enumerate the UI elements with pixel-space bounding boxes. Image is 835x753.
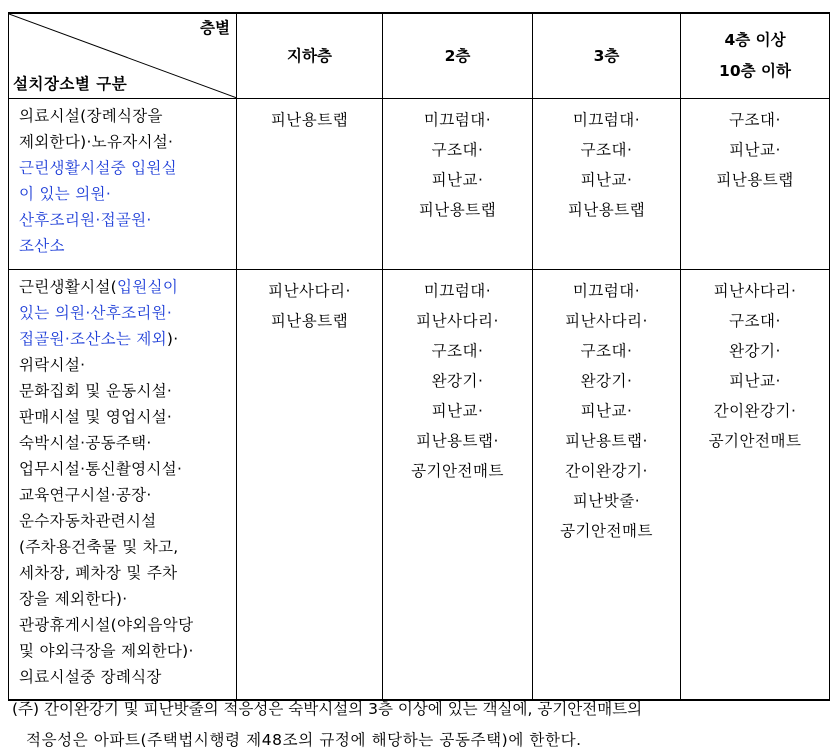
row2-cat-line: 문화집회 및 운동시설· (19, 382, 173, 400)
row2-cat-line: 숙박시설·공동주택· (19, 434, 152, 452)
row2-cat-segment: 접골원·조산소는 제외 (19, 330, 167, 348)
row1-cat-line: 조산소 (19, 237, 65, 255)
equipment-item: 피난용트랩 (716, 171, 794, 189)
row2-floor3 (533, 270, 681, 700)
equipment-item: 간이완강기· (565, 462, 648, 480)
row2-cat-line: 장을 제외한다)· (19, 590, 128, 608)
equipment-item: 구조대· (580, 342, 633, 360)
equipment-item: 피난사다리· (416, 312, 499, 330)
row2-cat-line: 판매시설 및 영업시설· (19, 408, 173, 426)
equipment-item: 완강기· (729, 342, 781, 360)
evacuation-equipment-table (8, 12, 830, 701)
col-header-floor2: 2층 (383, 13, 533, 99)
row2-category (9, 270, 237, 700)
row2-cat-line (19, 326, 236, 352)
equipment-item: 피난교· (729, 372, 781, 390)
equipment-item: 공기안전매트 (411, 462, 504, 480)
row1-cat-line: 근린생활시설중 입원실 (19, 159, 177, 177)
equipment-item: 구조대· (729, 111, 781, 129)
equipment-item: 피난교· (729, 141, 781, 159)
row2-cat-line: 위락시설· (19, 356, 86, 374)
row1-basement (237, 99, 383, 270)
row2-cat-line: (주차용건축물 및 차고, (19, 538, 179, 556)
equipment-item: 피난용트랩 (270, 111, 349, 129)
row2-floor4-10 (681, 270, 830, 700)
row2-cat-line: 교육연구시설·공장· (19, 486, 152, 504)
equipment-item: 피난사다리· (713, 282, 797, 300)
equipment-item: 완강기· (431, 372, 484, 390)
equipment-item: 피난용트랩 (418, 201, 497, 219)
row2-cat-segment: 근린생활시설( (19, 278, 117, 296)
equipment-item: 구조대· (580, 141, 633, 159)
row2-cat-segment: 입원실이 (117, 278, 179, 296)
row2-cat-line: 의료시설중 장례식장 (19, 668, 162, 686)
footnote-line-1: (주) 간이완강기 및 피난밧줄의 적응성은 숙박시설의 3층 이상에 있는 객실에, 공기안전매트의 (12, 700, 643, 718)
row2-cat-line: 세차장, 폐차장 및 주차 (19, 564, 178, 582)
equipment-item: 피난교· (580, 171, 633, 189)
row2-cat-segment: )· (166, 330, 179, 348)
row2-basement (237, 270, 383, 700)
equipment-item: 피난교· (431, 402, 484, 420)
row1-cat-line: 의료시설(장례식장을 (19, 107, 163, 125)
equipment-item: 피난사다리· (268, 282, 351, 300)
row1-floor2 (383, 99, 533, 270)
row1-cat-line: 제외한다)·노유자시설· (19, 133, 174, 151)
row1-category (9, 99, 237, 270)
floor-label: 층별 (200, 19, 230, 37)
col-header-floor4-line1: 4층 이상 (724, 31, 786, 49)
equipment-item: 피난용트랩 (567, 201, 646, 219)
row2-cat-line: 운수자동차관련시설 (19, 512, 157, 530)
equipment-item: 간이완강기· (713, 402, 797, 420)
footnote-line-2: 적응성은 아파트(주택법시행령 제48조의 규정에 해당하는 공동주택)에 한한다. (26, 731, 582, 749)
equipment-item: 구조대· (431, 141, 484, 159)
equipment-item: 피난교· (431, 171, 484, 189)
col-header-floor4-line2: 10층 이하 (719, 62, 791, 80)
col-header-floor3: 3층 (533, 13, 681, 99)
equipment-item: 구조대· (729, 312, 781, 330)
diagonal-header-cell (9, 13, 237, 99)
equipment-item: 피난용트랩 (270, 312, 349, 330)
row2-cat-line: 있는 의원·산후조리원· (19, 304, 173, 322)
row2-floor2 (383, 270, 533, 700)
equipment-item: 완강기· (580, 372, 633, 390)
row1-floor4-10 (681, 99, 830, 270)
equipment-item: 공기안전매트 (708, 432, 802, 450)
equipment-item: 공기안전매트 (560, 522, 653, 540)
col-header-basement: 지하층 (237, 13, 383, 99)
equipment-item: 미끄럼대· (572, 282, 641, 300)
equipment-item: 구조대· (431, 342, 484, 360)
equipment-item: 피난용트랩· (565, 432, 648, 450)
location-label: 설치장소별 구분 (13, 75, 128, 93)
equipment-item: 피난교· (580, 402, 633, 420)
equipment-item: 피난밧줄· (572, 492, 641, 510)
row1-floor3 (533, 99, 681, 270)
row2-cat-line: 관광휴게시설(야외음악당 (19, 616, 194, 634)
row2-cat-line (19, 274, 236, 300)
row1-cat-line: 이 있는 의원· (19, 185, 112, 203)
equipment-item: 미끄럼대· (572, 111, 641, 129)
row2-cat-line: 및 야외극장을 제외한다)· (19, 642, 194, 660)
equipment-item: 피난사다리· (565, 312, 648, 330)
equipment-item: 미끄럼대· (423, 282, 492, 300)
col-header-floor4-10 (681, 13, 830, 99)
equipment-item: 미끄럼대· (423, 111, 492, 129)
row1-cat-line: 산후조리원·접골원· (19, 211, 152, 229)
equipment-item: 피난용트랩· (416, 432, 499, 450)
row2-cat-line: 업무시설·통신촬영시설· (19, 460, 183, 478)
